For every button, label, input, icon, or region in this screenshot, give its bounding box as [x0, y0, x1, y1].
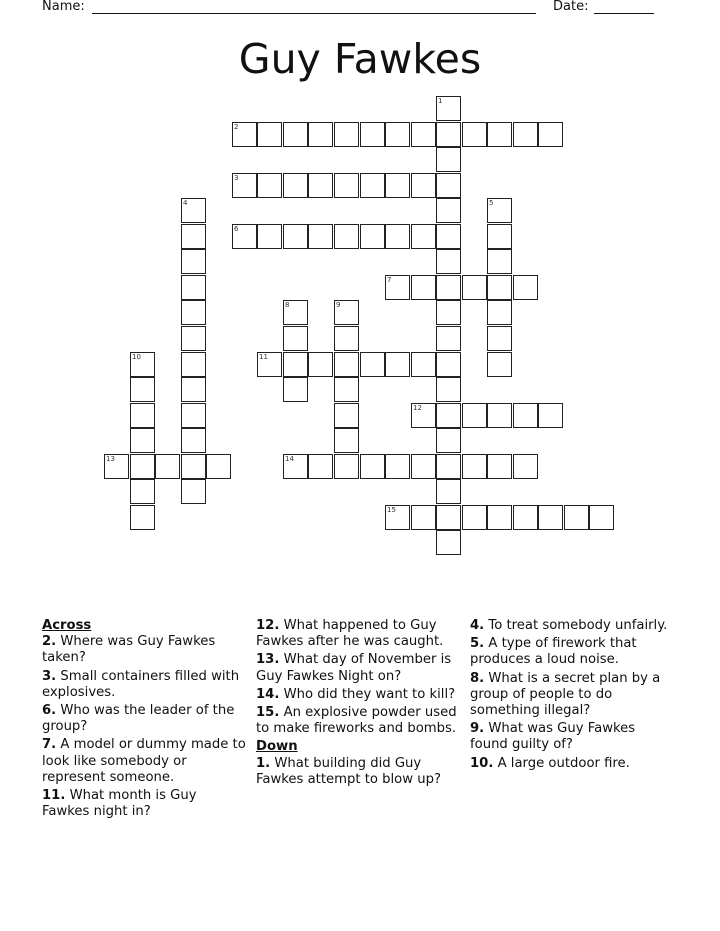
- grid-cell[interactable]: [436, 505, 461, 530]
- grid-cell[interactable]: [130, 403, 155, 428]
- grid-cell[interactable]: [462, 454, 487, 479]
- grid-cell[interactable]: [181, 352, 206, 377]
- clue-text: An explosive powder used to make fireworks and bombs.: [256, 705, 457, 737]
- grid-cell[interactable]: [487, 300, 512, 325]
- grid-cell[interactable]: [283, 224, 308, 249]
- grid-cell[interactable]: [462, 403, 487, 428]
- grid-cell[interactable]: [283, 352, 308, 377]
- grid-cell[interactable]: [411, 224, 436, 249]
- grid-cell[interactable]: [385, 173, 410, 198]
- cell-number: 5: [489, 199, 494, 207]
- grid-cell[interactable]: [130, 454, 155, 479]
- cell-number: 13: [106, 455, 115, 463]
- grid-cell[interactable]: [334, 428, 359, 453]
- grid-cell[interactable]: [334, 224, 359, 249]
- clue-number: 12.: [256, 618, 280, 633]
- grid-cell[interactable]: [283, 377, 308, 402]
- across-heading: Across: [42, 618, 92, 633]
- clue-text: Where was Guy Fawkes taken?: [42, 634, 216, 666]
- cell-number: 9: [336, 301, 341, 309]
- grid-cell[interactable]: [360, 224, 385, 249]
- clue-number: 8.: [470, 670, 485, 686]
- grid-cell[interactable]: [487, 505, 512, 530]
- clue-text: A type of firework that produces a loud noise.: [470, 636, 637, 668]
- grid-cell[interactable]: [308, 224, 333, 249]
- cell-number: 8: [285, 301, 290, 309]
- grid-cell[interactable]: [513, 403, 538, 428]
- grid-cell[interactable]: [487, 122, 512, 147]
- cell-number: 14: [285, 455, 294, 463]
- grid-cell[interactable]: [589, 505, 614, 530]
- clue-number: 7.: [42, 737, 57, 753]
- grid-cell[interactable]: [181, 224, 206, 249]
- grid-cell[interactable]: [436, 147, 461, 172]
- grid-cell[interactable]: [411, 122, 436, 147]
- grid-cell[interactable]: [360, 352, 385, 377]
- clue-number: 4.: [470, 618, 485, 633]
- grid-cell[interactable]: [462, 275, 487, 300]
- grid-cell[interactable]: [308, 454, 333, 479]
- grid-cell[interactable]: [513, 505, 538, 530]
- clue-number: 2.: [42, 634, 57, 650]
- grid-cell[interactable]: [436, 249, 461, 274]
- clue-column-2: [256, 618, 461, 790]
- grid-cell[interactable]: [360, 173, 385, 198]
- grid-cell[interactable]: [206, 454, 231, 479]
- grid-cell[interactable]: [436, 403, 461, 428]
- grid-cell[interactable]: [181, 249, 206, 274]
- clue-text: What is a secret plan by a group of people to do something illegal?: [470, 670, 661, 719]
- date-field[interactable]: [594, 0, 654, 14]
- grid-cell[interactable]: [487, 403, 512, 428]
- grid-cell[interactable]: [436, 224, 461, 249]
- grid-cell[interactable]: [385, 352, 410, 377]
- grid-cell[interactable]: [155, 454, 180, 479]
- clue-number: 14.: [256, 686, 280, 702]
- clue-across-6: [42, 703, 247, 735]
- grid-cell[interactable]: [436, 326, 461, 351]
- clue-across-3: [42, 669, 247, 701]
- grid-cell[interactable]: [283, 122, 308, 147]
- grid-cell[interactable]: [411, 173, 436, 198]
- cell-number: 2: [234, 123, 239, 131]
- grid-cell[interactable]: [487, 454, 512, 479]
- clue-number: 11.: [42, 788, 66, 804]
- grid-cell[interactable]: [181, 275, 206, 300]
- clue-column-1: [42, 618, 247, 822]
- clue-number: 6.: [42, 703, 57, 719]
- grid-cell[interactable]: [513, 275, 538, 300]
- cell-number: 3: [234, 174, 239, 182]
- grid-cell[interactable]: [257, 173, 282, 198]
- clue-down-10: [470, 756, 675, 772]
- clue-text: What building did Guy Fawkes attempt to blow up?: [256, 755, 441, 787]
- clue-across-14: [256, 687, 461, 703]
- clue-down-5: [470, 636, 675, 668]
- cell-number: 1: [438, 97, 443, 105]
- grid-cell[interactable]: [308, 122, 333, 147]
- name-field[interactable]: [92, 0, 536, 14]
- grid-cell[interactable]: [436, 454, 461, 479]
- grid-cell[interactable]: [334, 122, 359, 147]
- puzzle-title: Guy Fawkes: [238, 35, 482, 83]
- cell-number: 15: [387, 506, 396, 514]
- grid-cell[interactable]: [411, 275, 436, 300]
- grid-cell[interactable]: [487, 275, 512, 300]
- grid-cell[interactable]: [308, 352, 333, 377]
- clue-across-11: [42, 788, 247, 820]
- grid-cell[interactable]: [487, 224, 512, 249]
- clue-number: 15.: [256, 705, 280, 721]
- grid-cell[interactable]: [411, 352, 436, 377]
- grid-cell[interactable]: [181, 326, 206, 351]
- grid-cell[interactable]: [385, 122, 410, 147]
- cell-number: 6: [234, 225, 239, 233]
- clue-text: A model or dummy made to look like somebody or represent someone.: [42, 737, 246, 785]
- clue-across-13: [256, 652, 461, 684]
- grid-cell[interactable]: [283, 326, 308, 351]
- grid-cell[interactable]: [462, 122, 487, 147]
- clue-number: 3.: [42, 668, 57, 684]
- down-heading: Down: [256, 739, 298, 755]
- clue-down-9: [470, 721, 675, 753]
- grid-cell[interactable]: [181, 454, 206, 479]
- grid-cell[interactable]: [334, 377, 359, 402]
- grid-cell[interactable]: [487, 249, 512, 274]
- grid-cell[interactable]: [181, 428, 206, 453]
- grid-cell[interactable]: [334, 326, 359, 351]
- grid-cell[interactable]: [411, 454, 436, 479]
- clue-text: Who was the leader of the group?: [42, 703, 235, 735]
- grid-cell[interactable]: [334, 454, 359, 479]
- grid-cell[interactable]: [411, 505, 436, 530]
- grid-cell[interactable]: [181, 377, 206, 402]
- cell-number: 10: [132, 353, 141, 361]
- clue-number: 13.: [256, 652, 280, 668]
- clue-column-3: [470, 618, 675, 774]
- clue-text: What day of November is Guy Fawkes Night on?: [256, 652, 452, 684]
- grid-cell[interactable]: [181, 479, 206, 504]
- grid-cell[interactable]: [436, 479, 461, 504]
- grid-cell[interactable]: [436, 377, 461, 402]
- grid-cell[interactable]: [436, 122, 461, 147]
- grid-cell[interactable]: [385, 224, 410, 249]
- clue-text: A large outdoor fire.: [497, 755, 630, 771]
- grid-cell[interactable]: [436, 198, 461, 223]
- grid-cell[interactable]: [334, 403, 359, 428]
- grid-cell[interactable]: [436, 275, 461, 300]
- clue-text: Who did they want to kill?: [283, 686, 456, 702]
- clue-number: 5.: [470, 636, 485, 652]
- grid-cell[interactable]: [538, 505, 563, 530]
- clue-across-12: [256, 618, 461, 650]
- name-label: Name:: [42, 0, 85, 14]
- clue-across-2: [42, 634, 247, 666]
- grid-cell[interactable]: [513, 122, 538, 147]
- clue-number: 10.: [470, 755, 494, 771]
- clue-number: 9.: [470, 721, 485, 737]
- grid-cell[interactable]: [181, 403, 206, 428]
- clue-text: What was Guy Fawkes found guilty of?: [470, 721, 636, 753]
- clue-text: Small containers filled with explosives.: [42, 668, 240, 700]
- grid-cell[interactable]: [130, 479, 155, 504]
- cell-number: 12: [413, 404, 422, 412]
- cell-number: 4: [183, 199, 188, 207]
- grid-cell[interactable]: [487, 326, 512, 351]
- grid-cell[interactable]: [257, 122, 282, 147]
- clue-number: 1.: [256, 755, 271, 771]
- grid-cell[interactable]: [130, 428, 155, 453]
- grid-cell[interactable]: [436, 530, 461, 555]
- grid-cell[interactable]: [334, 173, 359, 198]
- grid-cell[interactable]: [538, 122, 563, 147]
- grid-cell[interactable]: [257, 224, 282, 249]
- grid-cell[interactable]: [130, 505, 155, 530]
- grid-cell[interactable]: [436, 173, 461, 198]
- grid-cell[interactable]: [436, 428, 461, 453]
- clue-across-15: [256, 705, 461, 737]
- clue-across-7: [42, 737, 247, 786]
- clue-down-1: [256, 756, 461, 788]
- grid-cell[interactable]: [436, 352, 461, 377]
- cell-number: 7: [387, 276, 392, 284]
- grid-cell[interactable]: [513, 454, 538, 479]
- cell-number: 11: [259, 353, 268, 361]
- clue-text: What happened to Guy Fawkes after he was caught.: [256, 618, 444, 650]
- grid-cell[interactable]: [385, 454, 410, 479]
- grid-cell[interactable]: [436, 300, 461, 325]
- grid-cell[interactable]: [564, 505, 589, 530]
- grid-cell[interactable]: [283, 173, 308, 198]
- clue-down-8: [470, 671, 675, 720]
- grid-cell[interactable]: [487, 352, 512, 377]
- clue-text: To treat somebody unfairly.: [488, 618, 668, 633]
- grid-cell[interactable]: [334, 352, 359, 377]
- grid-cell[interactable]: [130, 377, 155, 402]
- grid-cell[interactable]: [181, 300, 206, 325]
- grid-cell[interactable]: [538, 403, 563, 428]
- grid-cell[interactable]: [462, 505, 487, 530]
- clue-text: What month is Guy Fawkes night in?: [42, 788, 197, 820]
- grid-cell[interactable]: [360, 454, 385, 479]
- date-label: Date:: [553, 0, 589, 14]
- clue-down-4: [470, 618, 675, 634]
- grid-cell[interactable]: [308, 173, 333, 198]
- grid-cell[interactable]: [360, 122, 385, 147]
